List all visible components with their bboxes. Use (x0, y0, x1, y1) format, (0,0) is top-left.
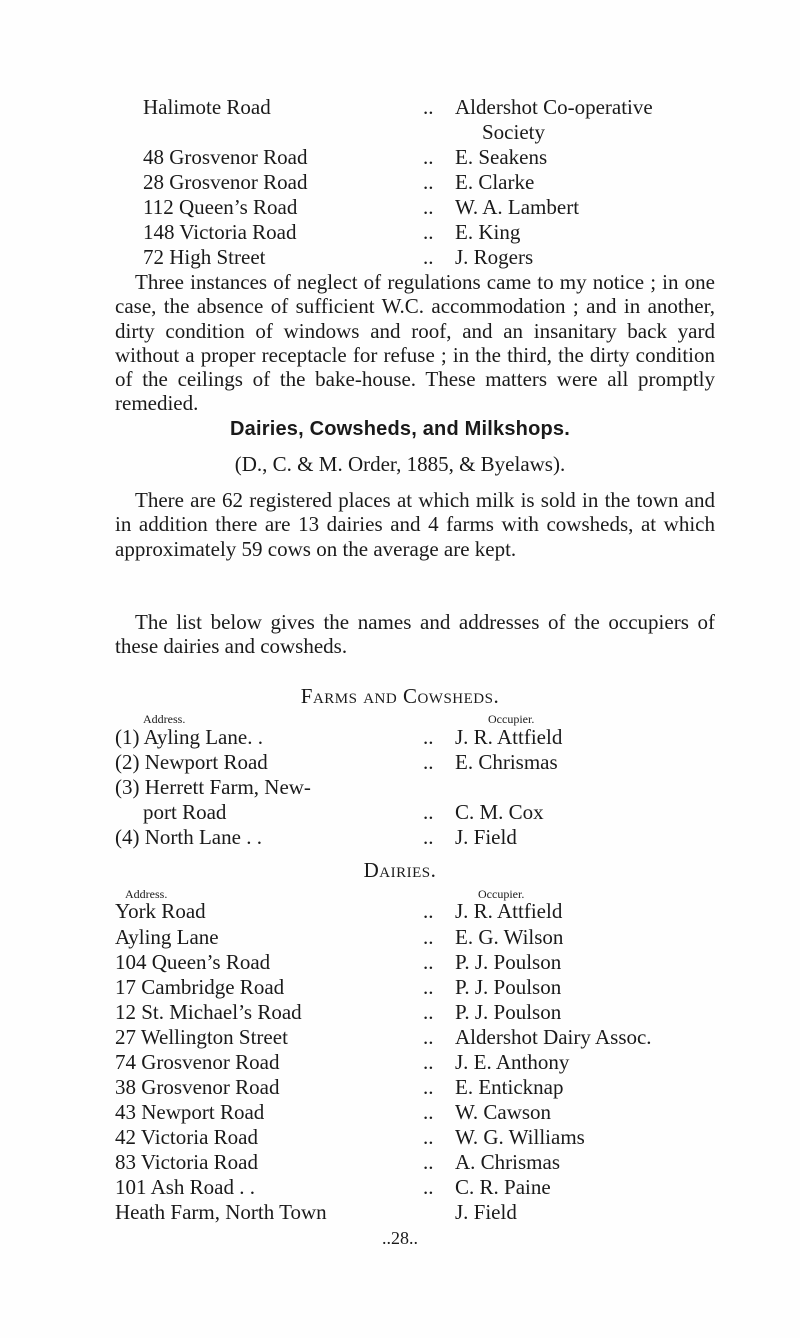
leader-dots: .. (423, 245, 434, 269)
address: 12 St. Michael’s Road (115, 1000, 302, 1024)
paragraph-registered-places (115, 488, 715, 561)
occupier: W. Cawson (455, 1100, 552, 1124)
address: 148 Victoria Road (143, 220, 297, 244)
paragraph-neglect (115, 270, 715, 416)
leader-dots: .. (423, 950, 434, 974)
leader-dots: .. (423, 1100, 434, 1124)
occupier: C. M. Cox (455, 800, 544, 824)
section-heading: Dairies, Cowsheds, and Milkshops. (229, 418, 571, 440)
leader-dots: .. (423, 1025, 434, 1049)
leader-dots: .. (423, 750, 434, 774)
section-subheading: (D., C. & M. Order, 1885, & Byelaws). (234, 452, 566, 476)
leader-dots: .. (423, 1075, 434, 1099)
address: Ayling Lane (115, 925, 219, 949)
address-continuation: port Road (143, 800, 227, 824)
paragraph-text: Three instances of neglect of regulations came to my notice ; in one case, the absence of sufficient W.C. accommodation ; and in another, dirty condition of windows and roof, and an insanitary back yard without a proper receptacle for refuse ; in the third, the dirty condition of the ceilings of the bake-house. These matters were all promptly remedied. (115, 270, 715, 416)
occupier: W. G. Williams (455, 1125, 585, 1149)
occupier: E. Seakens (455, 145, 548, 169)
occupier: E. Clarke (455, 170, 535, 194)
farms-header-address: Address. (143, 712, 186, 726)
address: 83 Victoria Road (115, 1150, 258, 1174)
leader-dots: .. (423, 899, 434, 923)
address: (4) North Lane . . (115, 825, 262, 849)
occupier: Aldershot Co-operative (455, 95, 653, 119)
address: 43 Newport Road (115, 1100, 265, 1124)
leader-dots: .. (423, 1175, 434, 1199)
address: Heath Farm, North Town (115, 1200, 327, 1224)
occupier: J. R. Attfield (455, 725, 563, 749)
leader-dots: .. (423, 220, 434, 244)
occupier: P. J. Poulson (455, 950, 562, 974)
occupier: E. G. Wilson (455, 925, 564, 949)
farms-title: Farms and Cowsheds. (300, 684, 500, 708)
address: (3) Herrett Farm, New- (115, 775, 311, 799)
address: (1) Ayling Lane. . (115, 725, 263, 749)
leader-dots: .. (423, 1125, 434, 1149)
leader-dots: .. (423, 975, 434, 999)
address: 48 Grosvenor Road (143, 145, 308, 169)
page-number: ..28.. (382, 1228, 418, 1248)
occupier: W. A. Lambert (455, 195, 580, 219)
dairies-header-occupier: Occupier. (478, 887, 525, 901)
leader-dots: .. (423, 725, 434, 749)
occupier: J. R. Attfield (455, 899, 563, 923)
occupier: A. Chrismas (455, 1150, 560, 1174)
paragraph-text: The list below gives the names and addresses of the occupiers of these dairies and cowsheds. (115, 610, 715, 659)
leader-dots: .. (423, 145, 434, 169)
leader-dots: .. (423, 170, 434, 194)
address: 17 Cambridge Road (115, 975, 285, 999)
leader-dots: .. (423, 925, 434, 949)
occupier: E. Chrismas (455, 750, 558, 774)
address: 101 Ash Road . . (115, 1175, 256, 1199)
address: 38 Grosvenor Road (115, 1075, 280, 1099)
occupier: E. King (455, 220, 521, 244)
occupier: Aldershot Dairy Assoc. (455, 1025, 652, 1049)
leader-dots: .. (423, 825, 434, 849)
occupier: P. J. Poulson (455, 975, 562, 999)
farms-header-occupier: Occupier. (488, 712, 535, 726)
address: 27 Wellington Street (115, 1025, 288, 1049)
paragraph-list-intro (115, 610, 715, 659)
leader-dots: .. (423, 1150, 434, 1174)
dairies-header-address: Address. (125, 887, 168, 901)
occupier: E. Enticknap (455, 1075, 564, 1099)
leader-dots: .. (423, 1000, 434, 1024)
address: 28 Grosvenor Road (143, 170, 308, 194)
address: 72 High Street (143, 245, 266, 269)
occupier: J. Rogers (455, 245, 534, 269)
leader-dots: .. (423, 800, 434, 824)
address: Halimote Road (143, 95, 271, 119)
occupier: J. Field (455, 1200, 517, 1224)
leader-dots: .. (423, 195, 434, 219)
occupier: J. Field (455, 825, 517, 849)
leader-dots: .. (423, 1050, 434, 1074)
address: 104 Queen’s Road (115, 950, 271, 974)
occupier: C. R. Paine (455, 1175, 551, 1199)
dairies-title: Dairies. (363, 858, 437, 882)
paragraph-text: There are 62 registered places at which milk is sold in the town and in addition there are 13 dairies and 4 farms with cowsheds, at which approximately 59 cows on the average are kept. (115, 488, 715, 561)
leader-dots: .. (423, 95, 434, 119)
occupier-continuation: Society (482, 120, 545, 144)
address: 112 Queen’s Road (143, 195, 298, 219)
address: (2) Newport Road (115, 750, 268, 774)
address: 42 Victoria Road (115, 1125, 258, 1149)
address: York Road (115, 899, 206, 923)
occupier: P. J. Poulson (455, 1000, 562, 1024)
address: 74 Grosvenor Road (115, 1050, 280, 1074)
occupier: J. E. Anthony (455, 1050, 570, 1074)
